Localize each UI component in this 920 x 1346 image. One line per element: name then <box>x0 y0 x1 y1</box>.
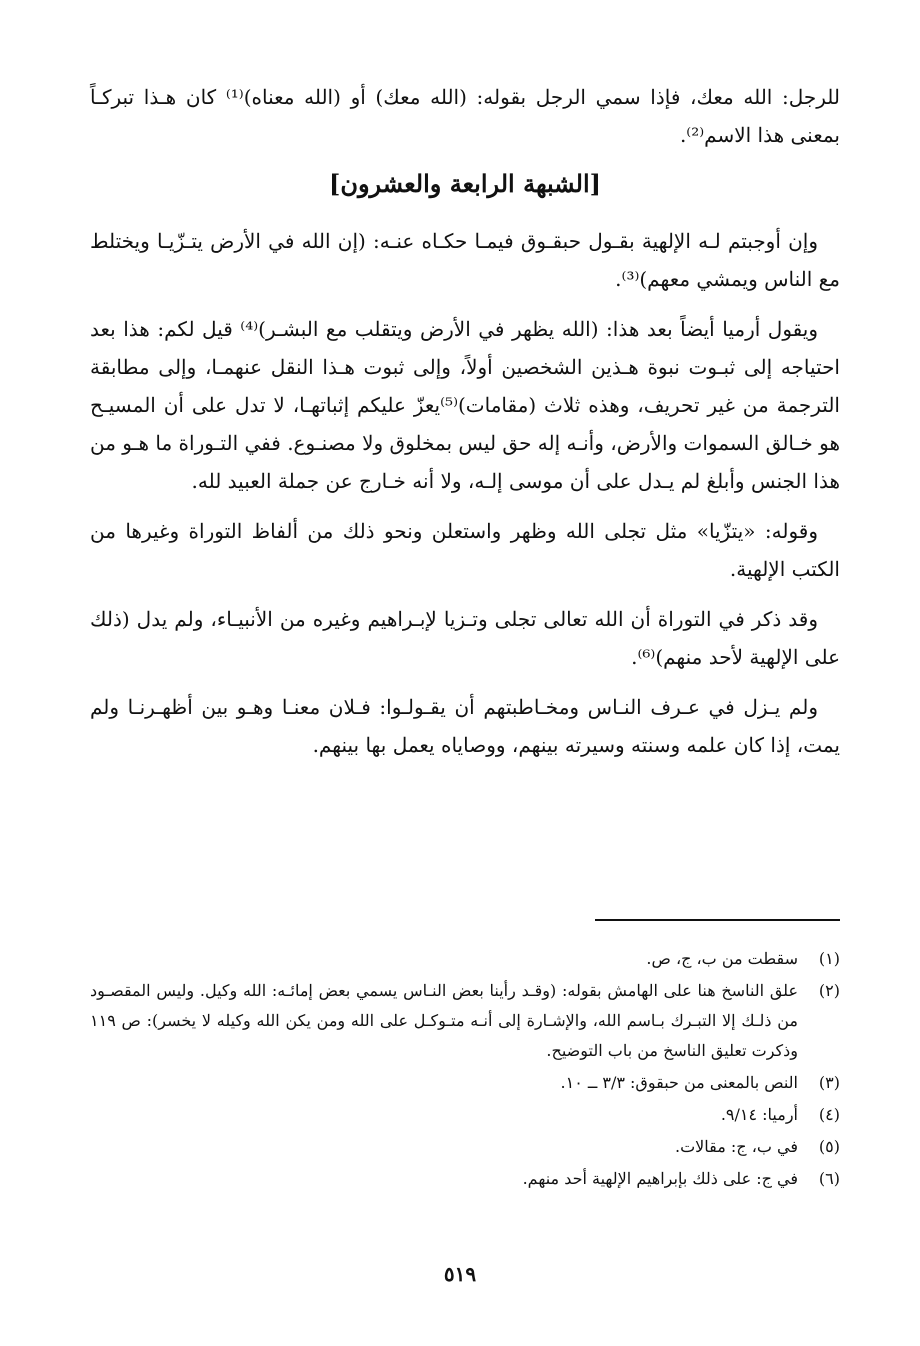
footnote-number: (٥) <box>818 1137 840 1156</box>
page-number: ٥١٩ <box>443 1262 477 1286</box>
footnote-item <box>90 1164 840 1194</box>
footnotes <box>90 944 840 1196</box>
footnote-text: في ب، ج: مقالات. <box>675 1137 798 1156</box>
footnote-item <box>90 944 840 974</box>
footnote-item <box>90 1132 840 1162</box>
footnote-text: النص بالمعنى من حبقوق: ٣/٣ ــ ١٠. <box>560 1073 798 1092</box>
footnote-number: (٤) <box>818 1105 840 1124</box>
paragraph-4: وقد ذكر في التوراة أن الله تعالى تجلى وتـزيا لإبـراهيم وغيره من الأنبيـاء، ولم يدل (ذلك على الإلهية لأحد منهم)⁽⁶⁾. <box>90 607 840 669</box>
section-heading: [الشبهة الرابعة والعشرون] <box>328 169 601 198</box>
footnote-item <box>90 976 840 1066</box>
paragraph-1: وإن أوجبتم لـه الإلهية بقـول حبقـوق فيمـا حكـاه عنـه: (إن الله في الأرض يتـزّيـا ويختلط مع الناس ويمشي معهم)⁽³⁾. <box>90 229 840 291</box>
footnote-item <box>90 1068 840 1098</box>
footnote-text: علق الناسخ هنا على الهامش بقوله: (وقـد رأينا بعض النـاس يسمي بعض إمائـه: الله وكيل. وليس المقصـود من ذلـك إلا التبـرك بـاسم الله، والإشـارة إلى أنـه متـوكـل على الله ومن يكن الله وكيله لا يخسر): ص ١١٩ وذكرت تعليق الناسخ من باب التوضيح. <box>90 981 798 1060</box>
footnote-text: في ج: على ذلك بإبراهيم الإلهية أحد منهم. <box>522 1169 798 1188</box>
footnote-item <box>90 1100 840 1130</box>
footnote-number: (١) <box>818 949 840 968</box>
paragraph-5: ولم يـزل في عـرف النـاس ومخـاطبتهم أن يقـولـوا: فـلان معنـا وهـو بين أظهـرنـا ولم يمت، إذا كان علمه وسنته وسيرته بينهم، ووصاياه يعمل بها بينهم. <box>90 695 840 757</box>
footnote-number: (٦) <box>818 1169 840 1188</box>
main-text <box>90 78 840 776</box>
footnote-number: (٣) <box>818 1073 840 1092</box>
paragraph-3: وقوله: «يتزّيا» مثل تجلى الله وظهر واستعلن ونحو ذلك من ألفاظ التوراة وغيرها من الكتب الإلهية. <box>90 519 840 581</box>
footnote-separator <box>595 919 840 921</box>
footnote-text: سقطت من ب، ج، ص. <box>646 949 798 968</box>
footnote-text: أرميا: ٩/١٤. <box>720 1105 798 1124</box>
paragraph-2: ويقول أرميا أيضاً بعد هذا: (الله يظهر في الأرض ويتقلب مع البشـر)⁽⁴⁾ قيل لكم: هذا بعد احتياجه إلى ثبـوت نبوة هـذين الشخصين أولاً، وإلى ثبوت هـذا النقل عنهمـا، وإلى مطابقة الترجمة من غير تحريف، وهذه ثلاث (مقامات)⁽⁵⁾يعزّ عليكم إثباتهـا، لا تدل على أن المسيـح هو خـالق السموات والأرض، وأنـه إله حق ليس بمخلوق ولا مصنـوع. ففي التـوراة ما هـو من هذا الجنس وأبلغ لم يـدل على أن موسى إلـه، ولا أنه خـارج عن جملة العبيد لله. <box>90 317 840 493</box>
intro-paragraph: للرجل: الله معك، فإذا سمي الرجل بقوله: (الله معك) أو (الله معناه)⁽¹⁾ كان هـذا تبركـاً بمعنى هذا الاسم⁽²⁾. <box>90 85 841 147</box>
footnote-number: (٢) <box>818 981 840 1000</box>
